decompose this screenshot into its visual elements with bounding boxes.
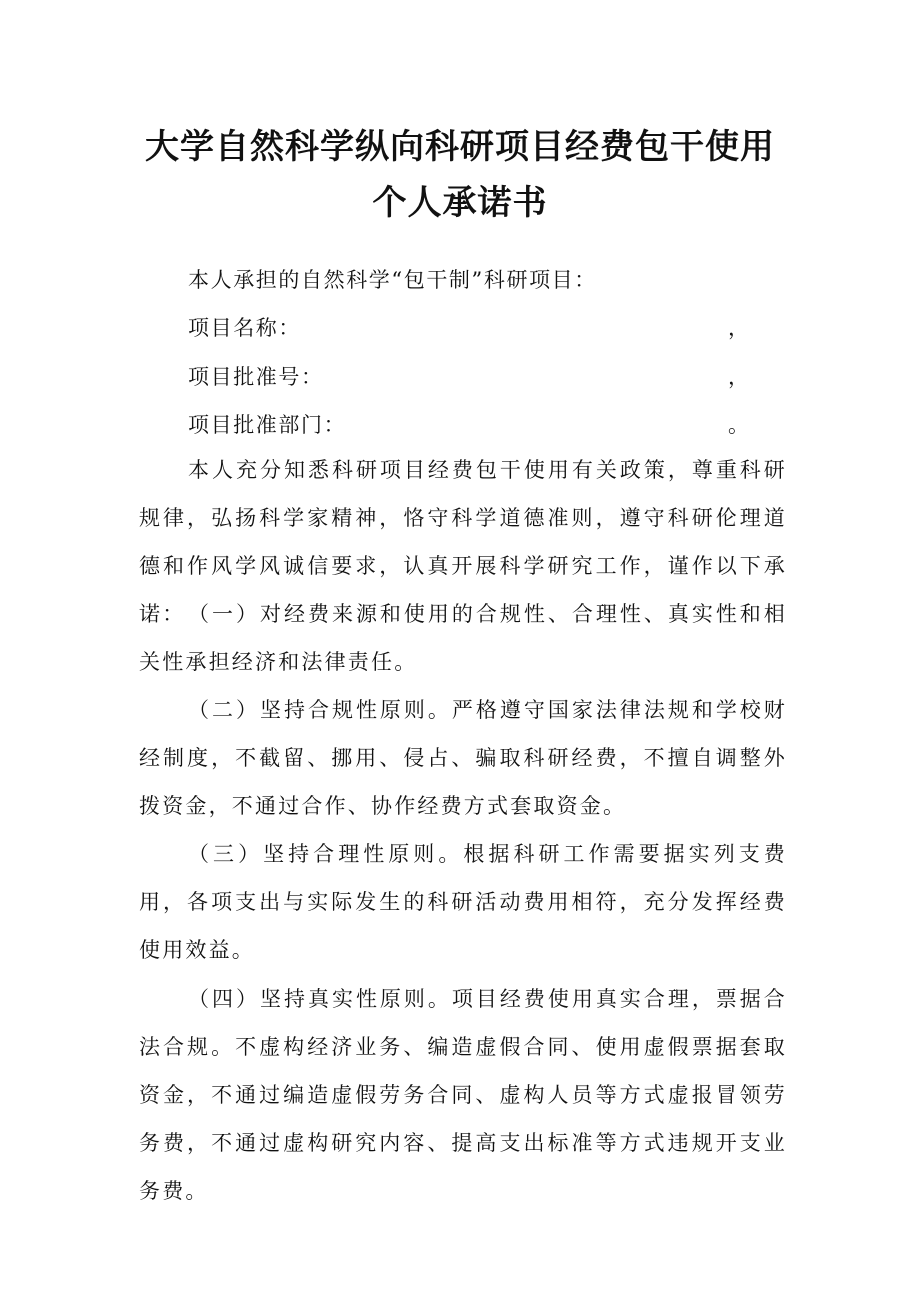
commitment-3: （三）坚持合理性原则。根据科研工作需要据实列支费用，各项支出与实际发生的科研活动费用相符，充分发挥经费使用效益。 [139, 842, 787, 962]
project-name-label: 项目名称： [188, 316, 301, 340]
intro-text: 本人承担的自然科学“包干制”科研项目： [188, 268, 597, 292]
commitment-2: （二）坚持合规性原则。严格遵守国家法律法规和学校财经制度，不截留、挪用、侵占、骗取科研经费，不擅自调整外拨资金，不通过合作、协作经费方式套取资金。 [139, 698, 787, 818]
statement-paragraph: 本人充分知悉科研项目经费包干使用有关政策，尊重科研规律，弘扬科学家精神，恪守科学道德准则，遵守科研伦理道德和作风学风诚信要求，认真开展科学研究工作，谨作以下承诺： [139, 458, 787, 626]
project-approval-department-label: 项目批准部门： [188, 413, 347, 437]
commitment-1: （一）对经费来源和使用的合规性、合理性、真实性和相关性承担经济和法律责任。 [139, 602, 787, 674]
project-approval-number-label: 项目批准号： [188, 365, 324, 389]
commitment-4: （四）坚持真实性原则。项目经费使用真实合理，票据合法合规。不虚构经济业务、编造虚假合同、使用虚假票据套取资金，不通过编造虚假劳务合同、虚构人员等方式虚报冒领劳务费，不通过虚构研究内容、提高支出标准等方式违规开支业务费。 [139, 987, 787, 1203]
project-approval-number-end-mark: ， [728, 365, 749, 389]
project-approval-department-end-mark: 。 [728, 413, 749, 437]
project-name-end-mark: ， [728, 316, 749, 340]
document-title-line2: 个人承诺书 [372, 183, 548, 223]
document-title-line1: 大学自然科学纵向科研项目经费包干使用 [145, 127, 775, 167]
